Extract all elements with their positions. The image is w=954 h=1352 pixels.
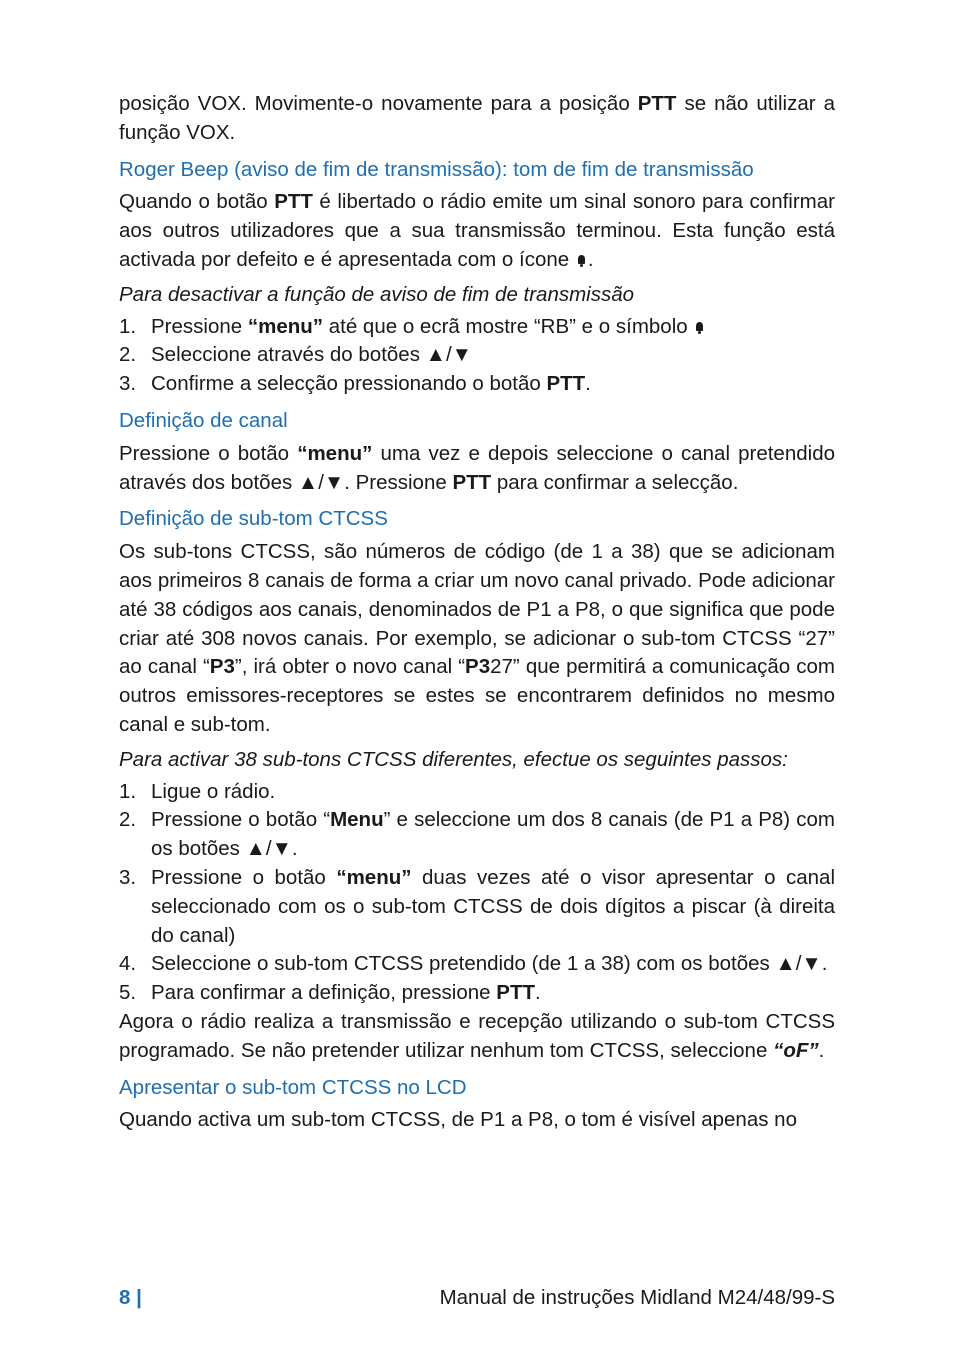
page-content (119, 90, 835, 1135)
channel-paragraph (119, 440, 835, 498)
text: Seleccione através do botões ▲/▼ (151, 343, 472, 367)
bell-icon (695, 322, 704, 334)
lcd-paragraph: Quando activa um sub-tom CTCSS, de P1 a P8, o tom é visível apenas no (119, 1108, 797, 1132)
text: . (534, 981, 541, 1005)
text: Confirme a selecção pressionando o botão (151, 372, 547, 396)
text: é libertado o rádio emite um sinal sonoro para confirmar aos outros utilizadores que a sua transmissão terminou. Esta função está activada por defeito e é apresentada com o ícone (119, 190, 835, 271)
step-number: 1. (119, 314, 137, 338)
list-item (119, 370, 835, 399)
of-bold-italic: “oF” (773, 1038, 819, 1062)
section-heading-roger-beep: Roger Beep (aviso de fim de transmissão): tom de fim de transmissão (119, 157, 754, 181)
text: se não utilizar a função VOX. (119, 92, 835, 144)
text: Os sub-tons CTCSS, são números de código (de 1 a 38) que se adicionam aos primeiros 8 canais de forma a criar um novo canal privado. Pode adicionar até 38 códigos aos canais, denominados de P1 a P8, o que significa que pode criar até 308 novos canais. Por exemplo, se adicionar o sub-tom CTCSS “27” ao canal “ (119, 540, 835, 679)
ptt-bold: PTT (274, 190, 313, 214)
ptt-bold: PTT (546, 372, 586, 396)
ctcss-steps (119, 778, 835, 1008)
menu-bold: “menu” (297, 441, 373, 465)
text: Seleccione o sub-tom CTCSS pretendido (de 1 a 38) com os botões ▲/▼. (151, 952, 828, 976)
channel-bold: P3 (209, 655, 235, 679)
roger-beep-steps (119, 313, 835, 399)
text: Agora o rádio realiza a transmissão e recepção utilizando o sub-tom CTCSS programado. Se não pretender utilizar nenhum tom CTCSS, seleccione (119, 1009, 835, 1062)
ctcss-subheading: Para activar 38 sub-tons CTCSS diferentes, efectue os seguintes passos: (119, 747, 788, 771)
text: posição VOX. Movimente-o novamente para a posição (119, 92, 638, 115)
section-heading-ctcss: Definição de sub-tom CTCSS (119, 507, 388, 531)
text: até que o ecrã mostre “RB” e o símbolo (323, 314, 694, 338)
ctcss-paragraph (119, 538, 835, 740)
bell-icon (577, 255, 586, 267)
text: Pressione o botão “ (151, 808, 331, 832)
ctcss-closing-paragraph (119, 1008, 835, 1066)
list-item (119, 979, 835, 1008)
step-number: 2. (119, 808, 137, 832)
step-number: 2. (119, 343, 137, 367)
menu-bold: “menu” (336, 865, 412, 889)
text: Quando o botão (119, 190, 275, 214)
text: duas vezes até o visor apresentar o canal seleccionado com os o sub-tom CTCSS de dois dígitos a piscar (à direita do canal) (151, 865, 835, 947)
text: uma vez e depois seleccione o canal pretendido através dos botões ▲/▼. Pressione (119, 441, 835, 494)
text: Pressione (151, 314, 248, 338)
menu-bold: “menu” (247, 314, 324, 338)
step-number: 3. (119, 865, 137, 889)
ptt-bold: PTT (496, 981, 535, 1005)
text: ”, irá obter o novo canal “ (234, 655, 466, 679)
text: . (585, 372, 591, 396)
list-item (119, 950, 835, 979)
roger-beep-subheading: Para desactivar a função de aviso de fim de transmissão (119, 282, 635, 306)
roger-beep-paragraph (119, 188, 835, 274)
ptt-bold: PTT (637, 92, 677, 115)
step-number: 5. (119, 981, 137, 1005)
text: 27” que permitirá a comunicação com outros emissores-receptores se estes se encontrarem definidos no mesmo canal e sub-tom. (119, 655, 835, 736)
text: . (818, 1038, 825, 1062)
text: . (587, 247, 594, 271)
text: Pressione o botão (119, 441, 298, 465)
list-item (119, 806, 835, 864)
text: ” e seleccione um dos 8 canais (de P1 a P8) com os botões ▲/▼. (151, 808, 835, 861)
text: para confirmar a selecção. (491, 470, 739, 494)
ptt-bold: PTT (452, 470, 492, 494)
page-number: 8 | (119, 1286, 142, 1309)
text: Ligue o rádio. (151, 779, 276, 803)
text: Para confirmar a definição, pressione (151, 981, 497, 1005)
section-heading-lcd: Apresentar o sub-tom CTCSS no LCD (119, 1075, 467, 1099)
text: Pressione o botão (151, 865, 337, 889)
list-item (119, 778, 835, 807)
list-item (119, 313, 835, 342)
step-number: 4. (119, 952, 137, 976)
footer-title: Manual de instruções Midland M24/48/99-S (439, 1286, 835, 1309)
menu-bold: Menu (330, 808, 384, 832)
step-number: 1. (119, 779, 137, 803)
list-item (119, 864, 835, 950)
channel-bold: P3 (465, 655, 491, 679)
intro-paragraph (119, 90, 835, 148)
step-number: 3. (119, 372, 137, 396)
list-item (119, 341, 835, 370)
section-heading-channel: Definição de canal (119, 408, 288, 432)
